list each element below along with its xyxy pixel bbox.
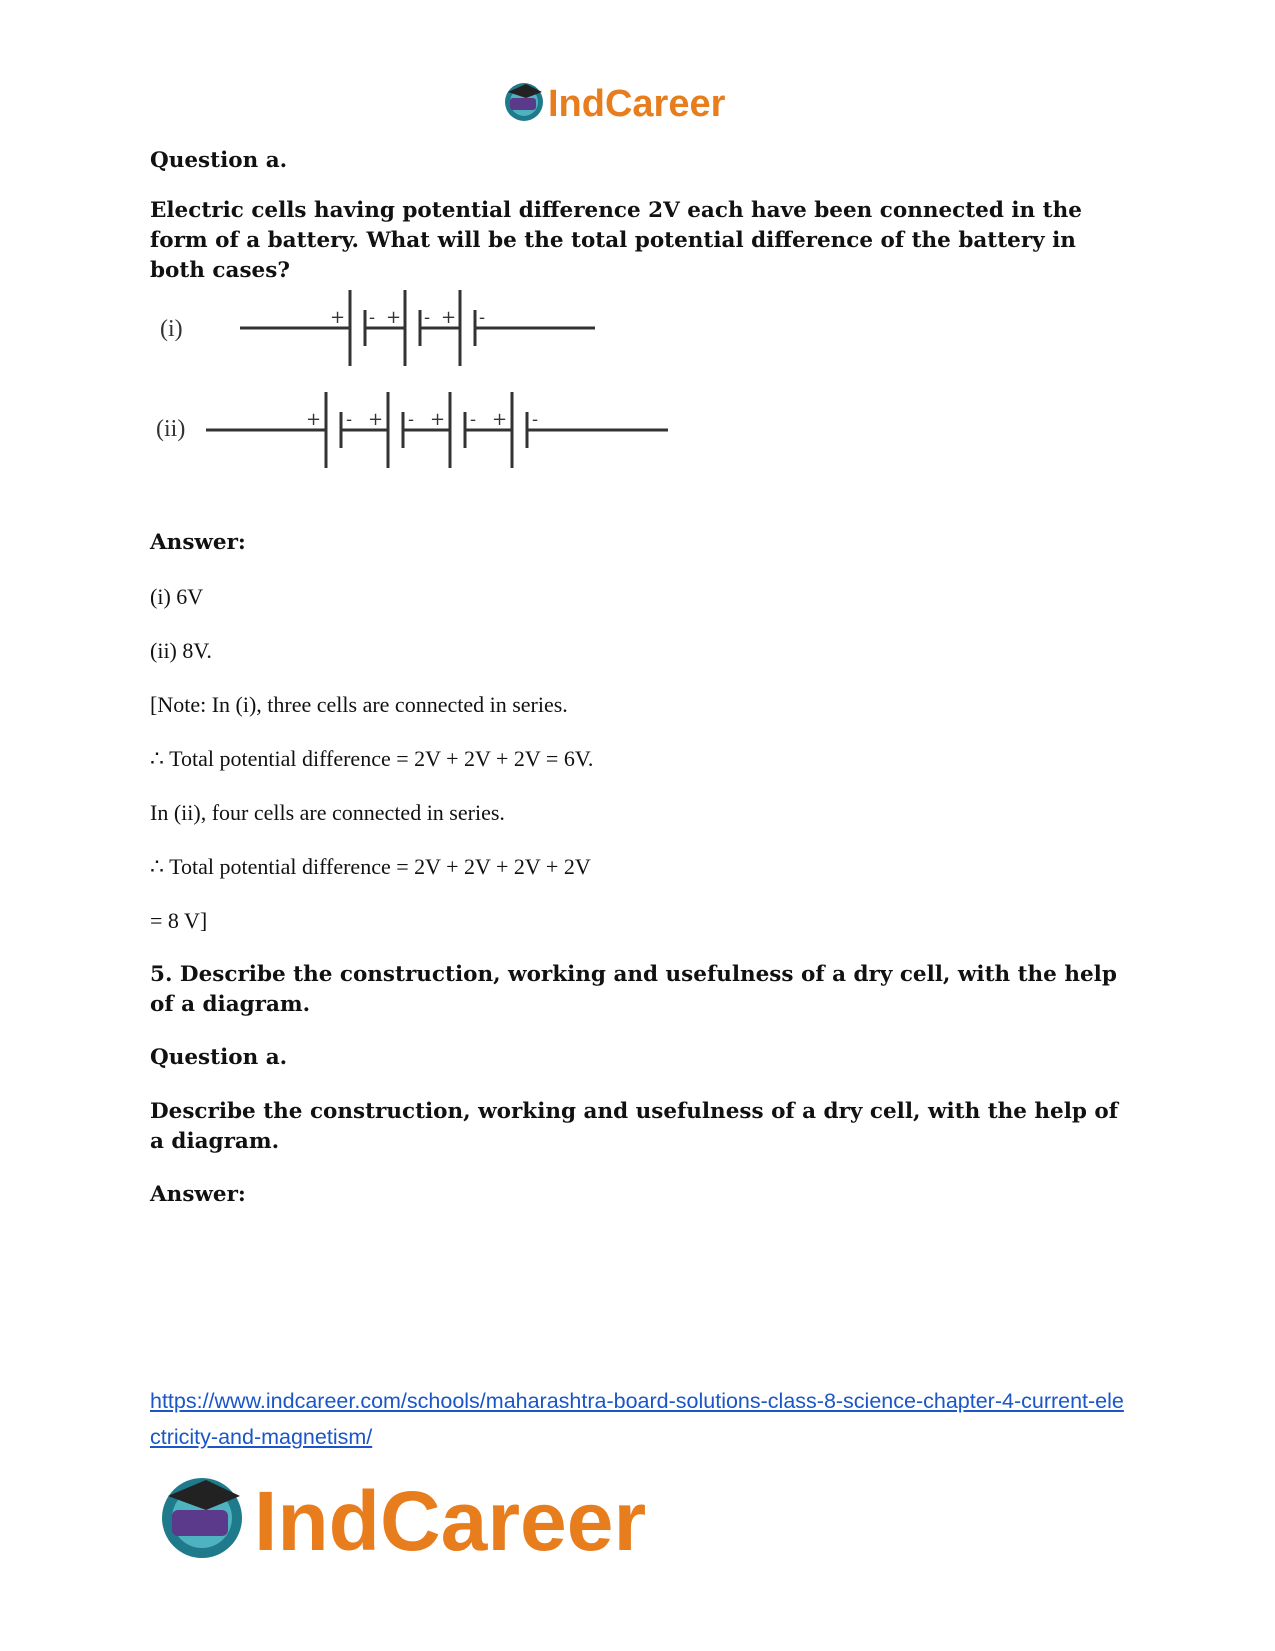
answer-line: ∴ Total potential difference = 2V + 2V + 2V + 2V — [150, 854, 591, 879]
question-text: Describe the construction, working and usefulness of a dry cell, with the help of a diagram. — [150, 1099, 1119, 1154]
plus-sign: + — [430, 409, 446, 430]
minus-sign: - — [346, 409, 353, 430]
plus-sign: + — [368, 409, 384, 430]
plus-sign: + — [386, 307, 402, 328]
minus-sign: - — [532, 409, 539, 430]
plus-sign: + — [330, 307, 346, 328]
question-5-text: 5. Describe the construction, working and usefulness of a dry cell, with the help of a diagram. — [150, 962, 1117, 1017]
plus-sign: + — [441, 307, 457, 328]
circuit-i — [160, 290, 595, 366]
answer-line: ∴ Total potential difference = 2V + 2V + 2V = 6V. — [150, 746, 594, 771]
brand-name: IndCareer — [548, 83, 726, 125]
plus-sign: + — [306, 409, 322, 430]
graduation-globe-icon — [162, 1478, 242, 1558]
minus-sign: - — [424, 307, 431, 328]
plus-sign: + — [492, 409, 508, 430]
indcareer-logo-top — [502, 78, 782, 126]
question-text: Electric cells having potential difference 2V each have been connected in the form of a battery. What will be the total potential difference of the battery in both cases? — [150, 198, 1082, 283]
minus-sign: - — [408, 409, 415, 430]
minus-sign: - — [470, 409, 477, 430]
answer-line: [Note: In (i), three cells are connected in series. — [150, 692, 568, 717]
minus-sign: - — [369, 307, 376, 328]
graduation-globe-icon — [505, 83, 543, 121]
question-label: Question a. — [150, 1045, 288, 1070]
indcareer-logo-bottom — [158, 1468, 698, 1564]
label-i: (i) — [160, 316, 183, 342]
answer-line: (i) 6V — [150, 584, 204, 609]
answer-line: In (ii), four cells are connected in series. — [150, 800, 505, 825]
footer-link[interactable]: https://www.indcareer.com/schools/maharashtra-board-solutions-class-8-science-chapter-4-current-electricity-and-magnetism/ — [150, 1389, 1124, 1449]
answer-line: = 8 V] — [150, 908, 208, 933]
answer-label: Answer: — [150, 1182, 246, 1207]
label-ii: (ii) — [156, 416, 186, 442]
battery-circuit-diagram — [150, 290, 720, 500]
answer-line: (ii) 8V. — [150, 638, 212, 663]
circuit-ii — [156, 392, 668, 468]
question-label: Question a. — [150, 148, 288, 173]
answer-label: Answer: — [150, 530, 246, 555]
brand-name: IndCareer — [254, 1474, 647, 1564]
minus-sign: - — [479, 307, 486, 328]
